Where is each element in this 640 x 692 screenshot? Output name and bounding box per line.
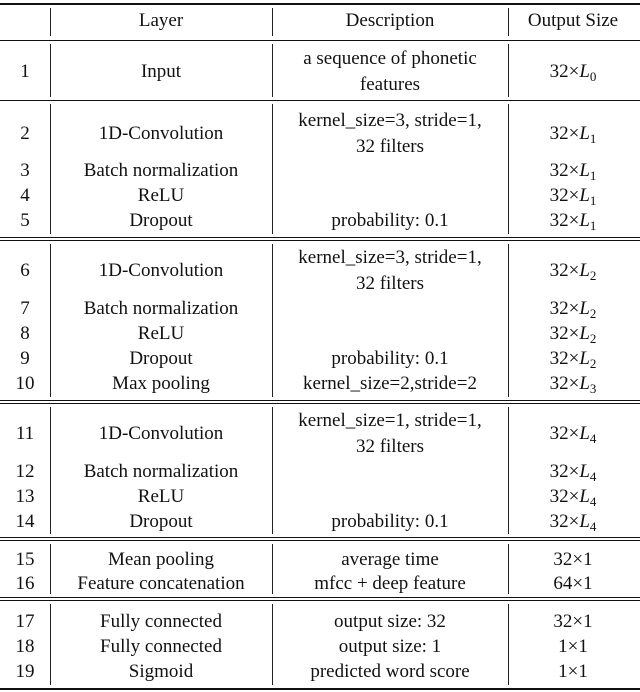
row-index: 8 <box>20 323 30 344</box>
row-description <box>331 208 448 234</box>
table-rule <box>0 600 640 601</box>
row-index: 12 <box>15 461 35 482</box>
output-sub: 1 <box>589 168 597 183</box>
output-base: 32× <box>549 348 580 369</box>
row-layer: 1D-Convolution <box>98 423 224 444</box>
row-index: 16 <box>15 573 35 594</box>
output-var: L <box>579 486 590 507</box>
output-sub: 2 <box>589 306 597 321</box>
output-var: L <box>579 160 590 181</box>
output-sub: 1 <box>589 193 597 208</box>
row-layer: Max pooling <box>112 373 210 394</box>
row-index: 19 <box>15 661 35 682</box>
column-divider <box>272 104 273 234</box>
output-var: L <box>579 348 590 369</box>
output-base: 32× <box>549 423 580 444</box>
output-base: 32× <box>549 461 580 482</box>
description-line: probability: 0.1 <box>331 348 449 369</box>
column-divider <box>50 407 51 534</box>
row-layer: Dropout <box>129 348 193 369</box>
row-index: 5 <box>20 210 30 231</box>
row-description <box>303 371 477 397</box>
row-layer: Batch normalization <box>83 160 239 181</box>
row-layer: Input <box>140 61 182 82</box>
output-var: L <box>579 373 590 394</box>
row-output-size <box>558 659 588 685</box>
row-description <box>341 547 439 573</box>
row-output-size <box>550 258 597 284</box>
output-base: 32× <box>549 185 580 206</box>
table-rule <box>0 237 640 238</box>
table-rule <box>0 403 640 404</box>
row-output-size <box>558 634 588 660</box>
row-index: 15 <box>15 549 35 570</box>
output-var: L <box>579 260 590 281</box>
row-index: 2 <box>20 123 30 144</box>
row-index: 7 <box>20 298 30 319</box>
header-layer: Layer <box>138 10 184 31</box>
output-var: L <box>579 423 590 444</box>
row-output-size <box>550 183 597 209</box>
description-line: 32 filters <box>355 436 425 457</box>
column-divider <box>50 44 51 97</box>
output-sub: 4 <box>589 519 597 534</box>
row-output-size <box>553 571 592 597</box>
description-line: kernel_size=3, stride=1, <box>298 110 482 131</box>
output-base: 32× <box>549 160 580 181</box>
column-divider <box>272 407 273 534</box>
row-layer: Batch normalization <box>83 461 239 482</box>
output-sub: 2 <box>589 356 597 371</box>
row-layer: Fully connected <box>100 611 222 632</box>
description-line: a sequence of phonetic <box>303 48 477 69</box>
row-layer: ReLU <box>137 185 185 206</box>
row-layer: Dropout <box>129 210 193 231</box>
row-index: 14 <box>15 511 35 532</box>
output-base: 32× <box>549 511 580 532</box>
description-line: mfcc + deep feature <box>314 573 466 594</box>
row-layer: Mean pooling <box>107 549 215 570</box>
output-var: L <box>579 210 590 231</box>
row-output-size <box>550 158 597 184</box>
column-divider <box>272 244 273 397</box>
row-index: 6 <box>20 260 30 281</box>
row-description <box>334 609 446 635</box>
column-divider <box>508 44 509 97</box>
row-output-size <box>550 346 597 372</box>
row-index: 1 <box>20 61 30 82</box>
output-var: L <box>579 61 590 82</box>
row-output-size <box>550 459 597 485</box>
row-output-size <box>550 208 597 234</box>
description-line: average time <box>341 549 439 570</box>
table-rule <box>0 537 640 538</box>
output-sub: 4 <box>589 469 597 484</box>
output-sub: 2 <box>589 268 597 283</box>
description-line: kernel_size=1, stride=1, <box>298 410 482 431</box>
row-output-size <box>553 609 592 635</box>
output-base: 1×1 <box>558 636 588 657</box>
output-var: L <box>579 123 590 144</box>
row-output-size <box>550 484 597 510</box>
output-sub: 3 <box>589 381 597 396</box>
output-var: L <box>579 461 590 482</box>
table-rule <box>0 100 640 101</box>
column-divider <box>50 244 51 397</box>
output-base: 32× <box>549 486 580 507</box>
column-divider <box>50 104 51 234</box>
row-output-size <box>550 509 597 535</box>
column-divider <box>508 104 509 234</box>
description-line: features <box>359 74 421 95</box>
row-description <box>303 46 477 98</box>
row-description <box>310 659 469 685</box>
column-divider <box>272 8 273 36</box>
column-divider <box>50 544 51 594</box>
row-description <box>331 509 448 535</box>
row-output-size <box>550 421 597 447</box>
output-sub: 1 <box>589 218 597 233</box>
output-base: 32× <box>549 123 580 144</box>
row-description <box>331 346 448 372</box>
row-layer: 1D-Convolution <box>98 123 224 144</box>
description-line: predicted word score <box>310 661 470 682</box>
description-line: output size: 1 <box>338 636 442 657</box>
output-var: L <box>579 185 590 206</box>
row-description <box>298 108 481 160</box>
description-line: 32 filters <box>355 136 425 157</box>
row-layer: Dropout <box>129 511 193 532</box>
row-output-size <box>550 59 597 85</box>
description-line: 32 filters <box>355 273 425 294</box>
header-output-size: Output Size <box>527 10 619 31</box>
row-layer: Fully connected <box>100 636 222 657</box>
row-index: 13 <box>15 486 35 507</box>
row-layer: Feature concatenation <box>77 573 245 594</box>
output-sub: 0 <box>589 69 597 84</box>
column-divider <box>272 44 273 97</box>
column-divider <box>50 8 51 36</box>
output-base: 32×1 <box>553 611 593 632</box>
row-index: 9 <box>20 348 30 369</box>
output-var: L <box>579 323 590 344</box>
row-description <box>298 408 481 460</box>
header-description: Description <box>345 10 435 31</box>
table-rule <box>0 400 640 401</box>
row-layer: ReLU <box>137 486 185 507</box>
row-index: 3 <box>20 160 30 181</box>
description-line: probability: 0.1 <box>331 210 449 231</box>
row-layer: Batch normalization <box>83 298 239 319</box>
description-line: kernel_size=3, stride=1, <box>298 247 482 268</box>
table-rule <box>0 40 640 41</box>
row-index: 17 <box>15 611 35 632</box>
row-index: 10 <box>15 373 35 394</box>
row-layer: ReLU <box>137 323 185 344</box>
output-sub: 4 <box>589 431 597 446</box>
row-index: 11 <box>15 423 35 444</box>
column-divider <box>508 544 509 594</box>
output-var: L <box>579 298 590 319</box>
row-output-size <box>550 121 597 147</box>
row-description <box>298 245 481 297</box>
table-rule <box>0 240 640 241</box>
output-base: 32× <box>549 323 580 344</box>
output-base: 32× <box>549 61 580 82</box>
description-line: probability: 0.1 <box>331 511 449 532</box>
output-base: 1×1 <box>558 661 588 682</box>
output-var: L <box>579 511 590 532</box>
row-layer: Sigmoid <box>128 661 194 682</box>
column-divider <box>272 544 273 594</box>
column-divider <box>508 244 509 397</box>
table-rule <box>0 3 640 5</box>
output-sub: 2 <box>589 331 597 346</box>
column-divider <box>508 604 509 685</box>
description-line: kernel_size=2,stride=2 <box>303 373 477 394</box>
row-output-size <box>550 296 597 322</box>
row-description <box>339 634 441 660</box>
row-output-size <box>553 547 592 573</box>
output-sub: 4 <box>589 494 597 509</box>
row-layer: 1D-Convolution <box>98 260 224 281</box>
column-divider <box>508 8 509 36</box>
output-base: 32× <box>549 260 580 281</box>
description-line: output size: 32 <box>334 611 446 632</box>
output-sub: 1 <box>589 131 597 146</box>
table-rule <box>0 597 640 598</box>
table-rule <box>0 688 640 690</box>
row-index: 4 <box>20 185 30 206</box>
row-index: 18 <box>15 636 35 657</box>
output-base: 32× <box>549 373 580 394</box>
row-description <box>314 571 466 597</box>
output-base: 32× <box>549 210 580 231</box>
output-base: 32× <box>549 298 580 319</box>
output-base: 64×1 <box>553 573 593 594</box>
column-divider <box>50 604 51 685</box>
row-output-size <box>550 321 597 347</box>
column-divider <box>508 407 509 534</box>
row-output-size <box>550 371 597 397</box>
table-rule <box>0 540 640 541</box>
output-base: 32×1 <box>553 549 593 570</box>
column-divider <box>272 604 273 685</box>
